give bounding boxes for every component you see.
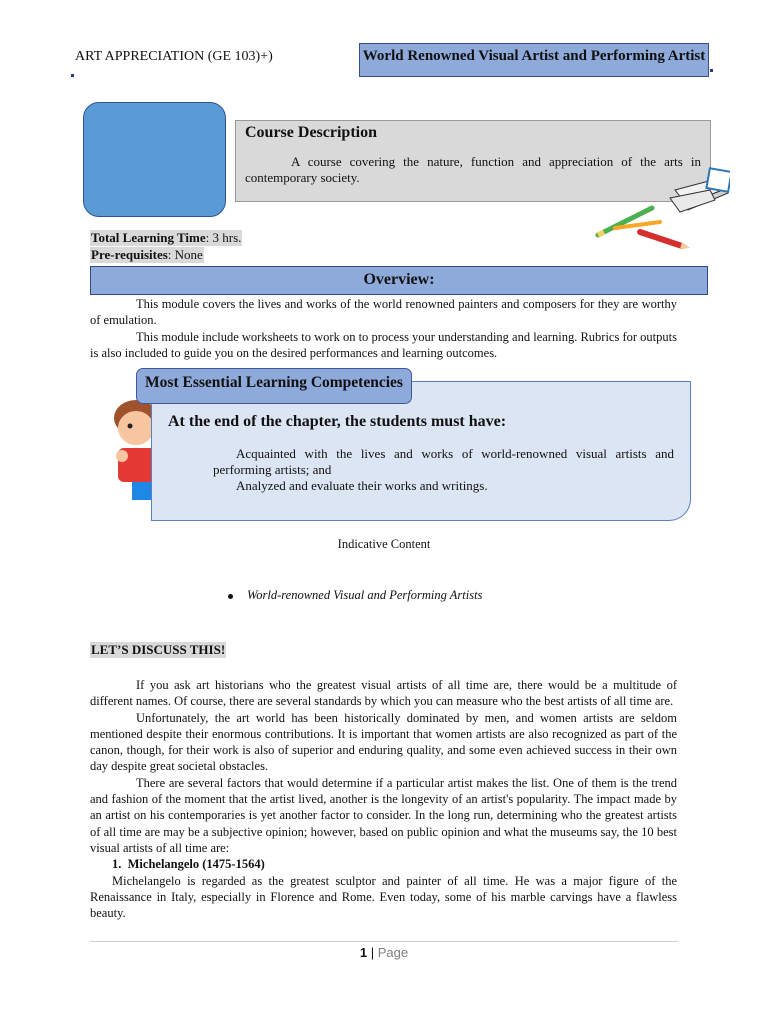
- discussion-paragraph: Unfortunately, the art world has been historically dominated by men, and women artists are seldom mentioned despite their enormous contributions. It is important that women artists are also recognized as part of the canon, though, for their work is also of superior and enduring quality, and some even achieved success in their own day despite great societal obstacles.: [90, 710, 677, 774]
- course-code: ART APPRECIATION (GE 103)+): [75, 49, 273, 64]
- discussion-heading: LET’S DISCUSS THIS!: [91, 642, 226, 657]
- decorative-dot: [71, 74, 74, 77]
- module-title-box: [359, 43, 709, 77]
- competencies-title: Most Essential Learning Competencies: [145, 374, 403, 391]
- page-separator: |: [370, 945, 375, 960]
- competencies-lead: At the end of the chapter, the students must have:: [168, 413, 507, 430]
- competency-item: Analyzed and evaluate their works and writings.: [236, 478, 488, 493]
- overview-body: [90, 296, 677, 361]
- competency-item: Acquainted with the lives and works of world-renowned visual artists and performing artists; and: [213, 446, 674, 477]
- overview-heading: Overview:: [363, 271, 435, 288]
- module-title: World Renowned Visual Artist and Performing Artist: [362, 48, 706, 64]
- competencies-list: [213, 446, 674, 494]
- overview-paragraph: This module include worksheets to work on to process your understanding and learning. Rubrics for outputs is also included to guide you on the desired performances and learning outcomes.: [90, 329, 677, 360]
- total-learning-time-label: Total Learning Time: [91, 230, 206, 245]
- discussion-paragraph: There are several factors that would determine if a particular artist makes the list. One of them is the trend and fashion of the moment that the artist lived, another is the longevity of an artist's popularity. The impact made by an artist on his contemporaries is yet another factor to consider. In the long run, determining who the greatest artists of all time are may be a subjective opinion; however, based on public opinion and what the museums say, the 10 best visual artists of all time are:: [90, 775, 677, 855]
- decorative-rounded-rectangle: [83, 102, 226, 217]
- course-description-text: A course covering the nature, function and appreciation of the arts in contemporary society.: [245, 154, 701, 185]
- overview-paragraph: This module covers the lives and works of the world renowned painters and composers for they are worthy of emulation.: [90, 297, 677, 328]
- course-description-title: Course Description: [245, 124, 377, 141]
- competencies-tab: [136, 368, 412, 404]
- indicative-content-title: Indicative Content: [337, 537, 431, 551]
- indicative-content-text: World-renowned Visual and Performing Artists: [247, 588, 483, 602]
- pencils-books-clipart: [590, 160, 730, 250]
- discussion-body: [90, 677, 677, 921]
- footer-divider: [90, 941, 678, 942]
- page-footer: [0, 945, 768, 960]
- decorative-dot: [710, 69, 713, 72]
- page-label: Page: [377, 945, 409, 960]
- total-learning-time-value: : 3 hrs.: [205, 230, 242, 245]
- pre-requisites-label: Pre-requisites: [91, 247, 168, 262]
- page-number: 1: [359, 945, 368, 960]
- pre-requisites: [90, 247, 204, 263]
- total-learning-time: [90, 230, 242, 246]
- discussion-paragraph: If you ask art historians who the greatest visual artists of all time are, there would be a multitude of different names. Of course, there are several standards by which you can measure who the best artists of all time are.: [90, 678, 677, 709]
- artist-description: Michelangelo is regarded as the greatest sculptor and painter of all time. He was a major figure of the Renaissance in Italy, especially in Florence and Rome. Even today, some of his marble carvings have a flawless beauty.: [90, 873, 677, 921]
- boy-cartoon-clipart: [106, 398, 156, 502]
- artist-list-item: 1. Michelangelo (1475-1564): [112, 857, 265, 872]
- pre-requisites-value: : None: [167, 247, 203, 262]
- indicative-content-item: [228, 588, 482, 603]
- overview-heading-box: [90, 266, 708, 295]
- bullet-icon: [228, 594, 233, 599]
